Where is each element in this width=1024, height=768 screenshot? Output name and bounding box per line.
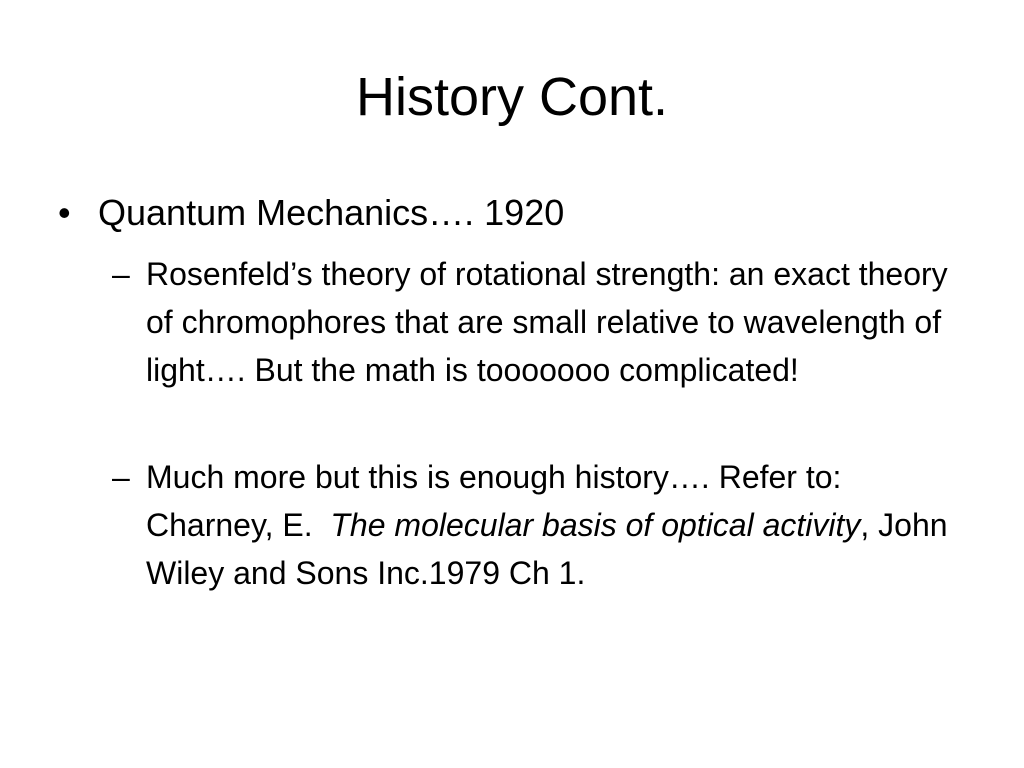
bullet-text: Quantum Mechanics…. 1920 <box>98 192 565 233</box>
sub-bullet-text <box>146 453 972 597</box>
book-title: The molecular basis of optical activity <box>330 507 861 543</box>
reference-publisher: , John Wiley and Sons Inc.1979 Ch 1. <box>146 507 948 591</box>
sub-bullet-marker: – <box>112 256 130 292</box>
sub-bullet-text: Rosenfeld’s theory of rotational strength: an exact theory of chromophores that are small relative to wavelength of light…. But the math is tooooooo complicated! <box>146 256 948 388</box>
bullet-marker: • <box>58 192 71 233</box>
reference-intro: Much more but this is enough history…. Refer to: Charney, E. <box>146 459 851 543</box>
sub-bullet-reference <box>112 453 972 597</box>
bullet-item <box>58 190 978 236</box>
slide-title: History Cont. <box>355 67 669 127</box>
sub-bullet-rosenfeld <box>112 250 972 394</box>
sub-bullet-marker: – <box>112 459 130 495</box>
